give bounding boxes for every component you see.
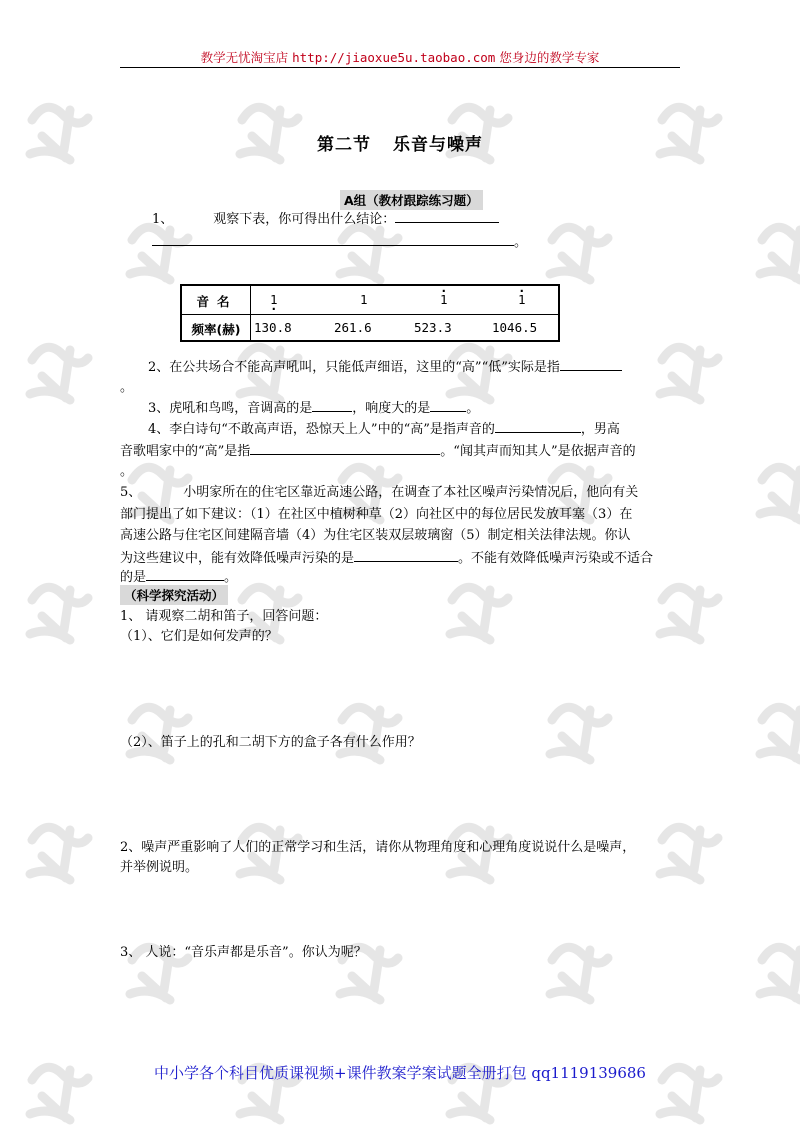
q3-text-a: 3、虎吼和鸟鸣，音调高的是 bbox=[148, 401, 313, 416]
watermark-glyph bbox=[30, 347, 88, 400]
question-1 bbox=[152, 208, 499, 231]
header-url-link[interactable]: http://jiaoxue5u.taobao.com bbox=[292, 50, 496, 65]
table-row-frequencies bbox=[182, 314, 558, 342]
watermark-glyph bbox=[550, 227, 608, 280]
question-1-line2 bbox=[152, 231, 527, 254]
q1-text: 观察下表，你可得出什么结论： bbox=[213, 212, 396, 227]
q3-blank-loudness[interactable] bbox=[430, 397, 466, 412]
watermark-glyph bbox=[760, 947, 800, 1000]
frequency-cell: 261.6 bbox=[334, 320, 372, 335]
q1-answer-blank[interactable] bbox=[395, 208, 499, 223]
table-row-notes bbox=[182, 286, 558, 315]
question-2 bbox=[148, 356, 622, 379]
watermark-glyph bbox=[760, 467, 800, 520]
question-5-line5: 的是 。 bbox=[120, 566, 237, 589]
question-2-end: 。 bbox=[120, 380, 134, 395]
watermark-glyph bbox=[30, 827, 88, 880]
group-a-label: A组（教材跟踪练习题） bbox=[340, 190, 483, 210]
page-footer: 中小学各个科目优质课视频+课件教案学案试题全册打包 qq1119139686 bbox=[154, 1064, 646, 1082]
activity-2-line2: 并举例说明。 bbox=[120, 860, 199, 875]
q3-text-b: ，响度大的是 bbox=[352, 401, 431, 416]
question-5-line2: 部门提出了如下建议：（1）在社区中植树种草（2）向社区中的每位居民发放耳塞（3）在 bbox=[120, 507, 633, 522]
activity-1-sub2: （2）、笛子上的孔和二胡下方的盒子各有什么作用？ bbox=[120, 735, 421, 750]
q1-answer-blank-2[interactable] bbox=[152, 231, 514, 246]
note-cell: · 1 bbox=[518, 292, 526, 307]
note-cell: · 1 bbox=[440, 292, 448, 307]
frequency-cell: 523.3 bbox=[414, 320, 452, 335]
watermark-glyph bbox=[550, 707, 608, 760]
frequency-table bbox=[180, 284, 560, 342]
watermark-glyph bbox=[30, 587, 88, 640]
frequency-cell: 1046.5 bbox=[492, 320, 538, 335]
page-title bbox=[0, 130, 800, 155]
q2-text: 2、在公共场合不能高声吼叫，只能低声细语，这里的“高”“低”实际是指 bbox=[148, 360, 560, 375]
watermark-glyph bbox=[760, 707, 800, 760]
q1-end: 。 bbox=[514, 235, 528, 250]
q5-blank-ineffective[interactable] bbox=[146, 566, 224, 581]
question-5-line4: 为这些建议中，能有效降低噪声污染的是 。不能有效降低噪声污染或不适合 bbox=[120, 547, 653, 570]
q5-blank-effective[interactable] bbox=[354, 547, 458, 562]
note-cell: 1 bbox=[360, 292, 368, 307]
q4-text-a: 4、李白诗句“不敢高声语，恐惊天上人”中的“高”是指声音的 bbox=[148, 422, 495, 437]
question-4-end: 。 bbox=[120, 464, 134, 479]
watermark-glyph bbox=[660, 587, 718, 640]
q1-number: 1、 bbox=[152, 212, 174, 227]
q3-blank-pitch[interactable] bbox=[312, 397, 352, 412]
page-header bbox=[0, 48, 800, 66]
q2-answer-blank[interactable] bbox=[560, 356, 622, 371]
header-divider bbox=[120, 67, 680, 68]
science-activity-label: （科学探究活动） bbox=[120, 585, 228, 605]
title-section: 第二节 bbox=[317, 135, 371, 155]
watermark-glyph bbox=[550, 947, 608, 1000]
note-cell: 1 · bbox=[270, 292, 278, 307]
q4-blank-2[interactable] bbox=[250, 440, 440, 455]
watermark-glyph bbox=[660, 827, 718, 880]
watermark-glyph bbox=[660, 347, 718, 400]
frequency-cell: 130.8 bbox=[254, 320, 292, 335]
activity-2-line1: 2、噪声严重影响了人们的正常学习和生活，请你从物理角度和心理角度说说什么是噪声， bbox=[120, 840, 636, 855]
watermark-glyph bbox=[760, 227, 800, 280]
activity-1-sub1: （1）、它们是如何发声的？ bbox=[120, 629, 278, 644]
title-topic: 乐音与噪声 bbox=[393, 135, 483, 155]
question-5: 5、 小明家所在的住宅区靠近高速公路，在调查了本社区噪声污染情况后，他向有关 bbox=[120, 485, 639, 500]
activity-1-intro: 1、 请观察二胡和笛子，回答问题： bbox=[120, 609, 328, 624]
question-5-line3: 高速公路与住宅区间建隔音墙（4）为住宅区装双层玻璃窗（5）制定相关法律法规。你认 bbox=[120, 528, 631, 543]
q4-blank-1[interactable] bbox=[495, 418, 581, 433]
question-4-line2: 音歌唱家中的“高”是指 。“闻其声而知其人”是依据声音的 bbox=[120, 440, 636, 463]
table-header-note-name: 音名 bbox=[196, 294, 238, 309]
question-4: 4、李白诗句“不敢高声语，恐惊天上人”中的“高”是指声音的 ，男高 bbox=[148, 418, 620, 441]
header-shop-text: 教学无忧淘宝店 bbox=[200, 50, 293, 65]
header-slogan: 您身边的教学专家 bbox=[495, 50, 600, 65]
activity-3: 3、 人说：“音乐声都是乐音”。你认为呢？ bbox=[120, 945, 367, 960]
watermark-glyph bbox=[450, 587, 508, 640]
question-3: 3、虎吼和鸟鸣，音调高的是 ，响度大的是 。 bbox=[148, 397, 479, 420]
table-header-frequency: 频率(赫) bbox=[191, 322, 241, 337]
